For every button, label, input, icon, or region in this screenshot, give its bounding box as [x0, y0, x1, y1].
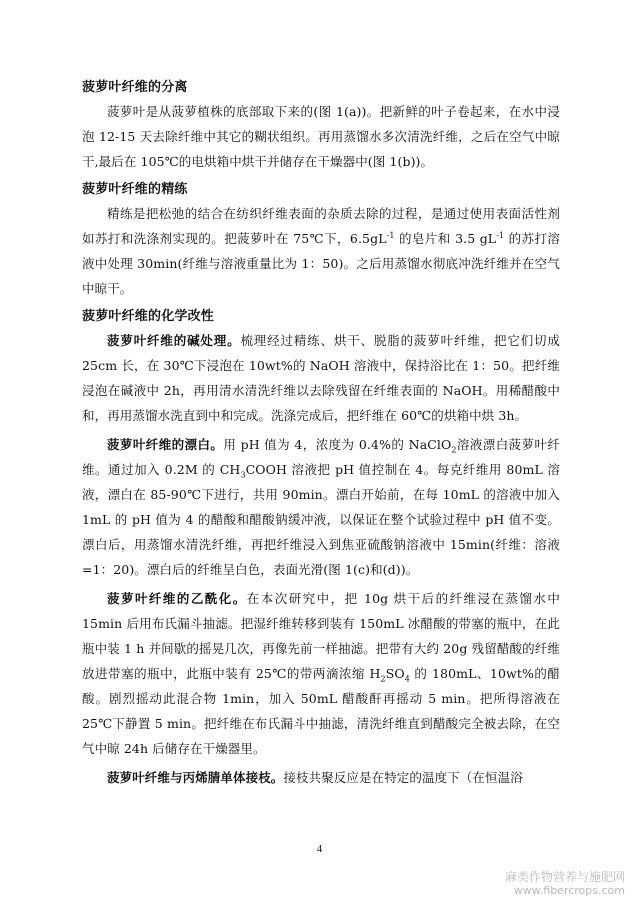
bleach-text-3: COOH 溶液把 pH 值控制在 4。每克纤维用 80mL 溶液，漂白在 85-90℃下进行，共用 90min。漂白开始前，在每 10mL 的溶液中加入 1mL 的 pH 值为 4 的醋酸和醋酸钠缓冲液，以保证在整个试验过程中 pH 值不变。漂白后，用蒸馏水清洗纤维，再把纤维浸入到焦亚硫酸钠溶液中 15min(纤维：溶液=1：20)。漂白后的纤维呈白色，表面光滑(图 1(c)和(d))。	[82, 462, 560, 577]
paragraph-grafting	[82, 765, 560, 790]
superscript-minus-one-2: -1	[496, 230, 505, 240]
paragraph-acetylation	[82, 586, 560, 761]
paragraph-alkali-treatment	[82, 328, 560, 428]
scouring-text-1: 精练是把松弛的结合在纺织纤维表面的杂质去除的过程，是通过使用表面活性剂如苏打和洗涤剂实现的。把菠萝叶在 75℃下，6.5gL	[82, 206, 560, 246]
superscript-minus-one: -1	[386, 230, 395, 240]
graft-lead: 菠萝叶纤维与丙烯腈单体接枝。	[107, 770, 284, 785]
bleach-lead: 菠萝叶纤维的漂白。	[107, 437, 224, 452]
subscript-3: 3	[240, 470, 246, 480]
bleach-text-1: 用 pH 值为 4，浓度为 0.4%的 NaClO	[223, 437, 452, 452]
watermark-url: www.fibercrops.com	[513, 884, 625, 897]
acetyl-text-1: 在本次研究中，把 10g 烘干后的纤维浸在蒸馏水中 15min 后用布氏漏斗抽滤。把湿纤维转移到装有 150mL 冰醋酸的带塞的瓶中，在此瓶中装 1 h 并间歇的摇晃几次，再像先前一样抽滤。把带有大约 20g 残留醋酸的纤维放进带塞的瓶中，此瓶中装有 25℃的带两滴浓缩 H	[82, 591, 560, 681]
watermark	[505, 870, 625, 898]
section-heading-chemical-modification: 菠萝叶纤维的化学改性	[82, 309, 215, 324]
subscript-so4: 4	[404, 674, 410, 684]
watermark-site-name: 麻类作物营养与施肥网	[504, 870, 625, 884]
page-number: 4	[316, 843, 323, 855]
subscript-2: 2	[451, 445, 457, 455]
paragraph-bleaching	[82, 432, 560, 582]
paragraph-scouring	[82, 201, 560, 301]
section-heading-separation: 菠萝叶纤维的分离	[82, 80, 188, 95]
acetyl-lead: 菠萝叶纤维的乙酰化。	[107, 591, 247, 606]
alkali-lead: 菠萝叶纤维的碱处理。	[107, 333, 241, 348]
scouring-text-2: 的皂片和 3.5 gL	[394, 231, 497, 246]
scouring-text-3: 的苏打溶液中处理 30min(纤维与溶液重量比为 1：50)。之后用蒸馏水彻底冲洗纤维并在空气中晾干。	[82, 231, 560, 296]
paragraph-separation: 菠萝叶是从菠萝植株的底部取下来的(图 1(a))。把新鲜的叶子卷起来，在水中浸泡 12-15 天去除纤维中其它的糊状组织。再用蒸馏水多次清洗纤维，之后在空气中晾干,最后在 105℃的电烘箱中烘干并储存在干燥器中(图 1(b))。	[82, 104, 560, 169]
alkali-text: 梳理经过精练、烘干、脱脂的菠萝叶纤维，把它们切成 25cm 长，在 30℃下浸泡在 10wt%的 NaOH 溶液中，保持浴比在 1：50。把纤维浸泡在碱液中 2h，再用清水清洗纤维以去除残留在纤维表面的 NaOH。用稀醋酸中和，再用蒸馏水洗直到中和完成。洗涤完成后，把纤维在 60℃的烘箱中烘 3h。	[82, 333, 560, 423]
acetyl-text-3: 的 180mL、10wt%的醋酸。剧烈摇动此混合物 1min，加入 50mL 醋酸酐再摇动 5 min。把所得溶液在 25℃下静置 5 min。把纤维在布氏漏斗中抽滤，清洗纤维直到醋酸完全被去除，在空气中晾 24h 后储存在干燥器里。	[82, 666, 560, 756]
section-heading-scouring: 菠萝叶纤维的精练	[82, 182, 188, 197]
acetyl-text-2: SO	[385, 666, 405, 681]
page-content	[82, 72, 560, 794]
graft-text: 接枝共聚反应是在特定的温度下（在恒温浴	[283, 770, 523, 785]
bleach-text-2: 溶液漂白菠萝叶纤维。通过加入 0.2M 的 CH	[82, 437, 560, 477]
subscript-h2: 2	[380, 674, 386, 684]
